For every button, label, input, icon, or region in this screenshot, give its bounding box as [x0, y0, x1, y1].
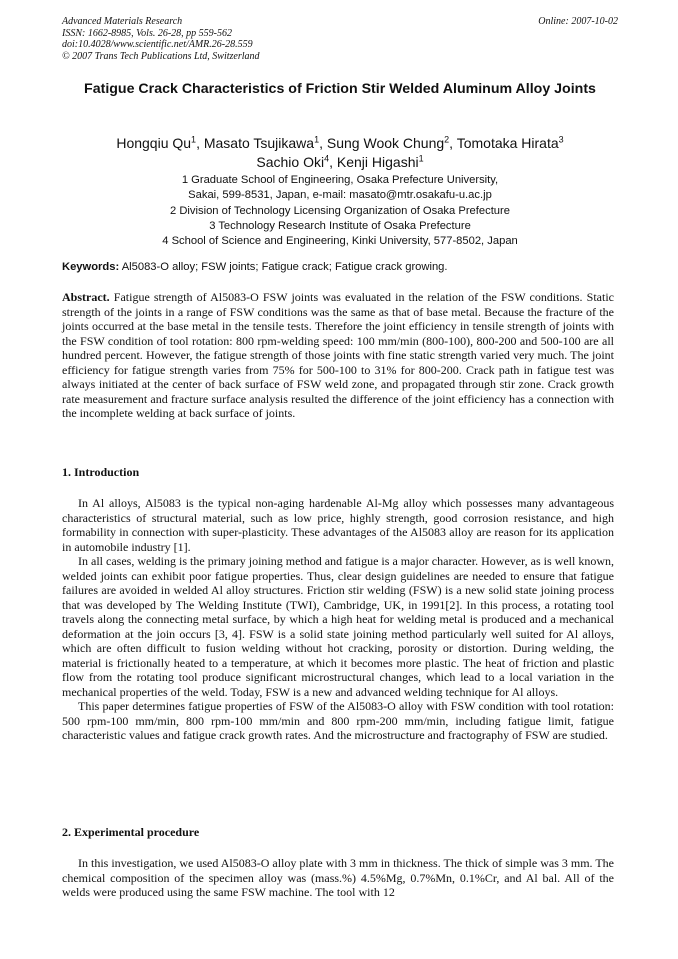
affiliation-line: 2 Division of Technology Licensing Organization of Osaka Prefecture — [170, 204, 510, 217]
author: Hongqiu Qu$^1$, — [116, 134, 204, 151]
doi-line: doi:10.4028/www.scientific.net/AMR.26-28.559 — [62, 39, 253, 51]
journal-header — [62, 16, 618, 62]
affiliation-line: 3 Technology Research Institute of Osaka Prefecture — [209, 219, 471, 232]
abstract — [62, 290, 614, 421]
affiliations — [62, 173, 618, 249]
author: Sachio Oki$^4$, — [256, 153, 337, 170]
paragraph: In this investigation, we used Al5083-O alloy plate with 3 mm in thickness. The thick of simple was 3 mm. The chemical composition of the specimen alloy was (mass.%) 4.5%Mg, 0.7%Mn, 0.1%Cr, and Al bal. All of the welds were produced using the same FSW machine. The tool with 12 — [62, 856, 614, 899]
affiliation-line: 1 Graduate School of Engineering, Osaka Prefecture University, — [181, 174, 499, 186]
copyright-line: © 2007 Trans Tech Publications Ltd, Switzerland — [62, 50, 260, 62]
abstract-text: Fatigue strength of Al5083-O FSW joints was evaluated in the relation of the FSW conditions. Static strength of the joints in a range of FSW conditions was the same as that of base metal. Because the fracture of the joints occurred at the base metal in the tensile tests. Therefore the joint efficiency in tensile strength of joints with the FSW condition of tool rotation: 800 rpm-welding speed: 100 mm/min (800-100), 800-200 and 500-100 are all hundred percent. However, the fatigue strength of those joints with fine static strength varied very much. The joint efficiency for fatigue strength varies from 75% for 500-100 to 31% for 800-200. Crack path in fatigue test was always initiated at the center of back surface of FSW weld zone, and propagated through stir zone. Crack growth rate measurement and fracture surface analysis resulted the difference of the joint efficiency has a connection with the incomplete welding at back surface of joints. — [62, 290, 614, 420]
affiliation-line: Sakai, 599-8531, Japan, e-mail: masato@mtr.osakafu-u.ac.jp — [188, 189, 492, 202]
abstract-label: Abstract. — [62, 290, 110, 304]
paragraph: This paper determines fatigue properties of FSW of the Al5083-O alloy with FSW condition with tool rotation: 500 rpm-100 mm/min, 800 rpm-100 mm/min and 800 rpm-200 mm/min, including fatigue limit, fatigue characteristic values and fatigue crack growth rates. And the microstructure and fractography of FSW are studied. — [62, 699, 614, 742]
keywords — [62, 260, 622, 274]
paper-title: Fatigue Crack Characteristics of Friction Stir Welded Aluminum Alloy Joints — [84, 81, 596, 97]
experimental-body — [62, 856, 614, 900]
author: Kenji Higashi$^1$ — [336, 153, 424, 170]
keywords-label: Keywords: — [62, 261, 120, 273]
issn-line: ISSN: 1662-8985, Vols. 26-28, pp 559-562 — [62, 27, 232, 39]
author-list — [62, 134, 618, 172]
section-heading-introduction: 1. Introduction — [62, 465, 140, 479]
introduction-body — [62, 496, 614, 743]
paragraph: In all cases, welding is the primary joining method and fatigue is a major character. However, as is well known, welded joints can exhibit poor fatigue properties. Thus, clear design guidelines are needed to ensure that fatigue failures are avoided in welded Al alloy structures. Friction stir welding (FSW) is a new solid state joining process that was developed by The Welding Institute (TWI), Cambridge, UK, in 1991[2]. In this process, a rotating tool travels along the connecting metal surface, by which a high heat for welding metal is produced and a mechanical deformation at the join occurs [3, 4]. FSW is a solid state joining method particularly well suited for Al alloys, which are often difficult to fusion welding without hot cracking, porosity or distortion. During welding, the material is frictionally heated to a temperature, at which it becomes more plastic. The heat of friction and plastic flow from the rotating tool produce significant microstructural changes, which lead to a local variation in the mechanical properties of the weld. Today, FSW is a new and advanced welding technique for Al alloys. — [62, 554, 614, 699]
paragraph: In Al alloys, Al5083 is the typical non-aging hardenable Al-Mg alloy which possesses many advantageous characteristics of structural material, such as low price, highly strength, good corrosion resistance, and high formability in connection with super-plasticity. These advantages of the Al5083 alloy are reason for its application in automobile industry [1]. — [62, 496, 614, 554]
affiliation-line: 4 School of Science and Engineering, Kinki University, 577-8502, Japan — [162, 235, 518, 248]
author: Sung Wook Chung$^2$, — [326, 134, 457, 151]
keywords-text: Al5083-O alloy; FSW joints; Fatigue crack; Fatigue crack growing. — [119, 261, 448, 273]
online-date: Online: 2007-10-02 — [538, 16, 618, 27]
journal-name: Advanced Materials Research — [62, 16, 183, 27]
author: Masato Tsujikawa$^1$, — [203, 134, 327, 151]
section-heading-experimental: 2. Experimental procedure — [62, 825, 200, 839]
author: Tomotaka Hirata$^3$ — [456, 134, 564, 151]
